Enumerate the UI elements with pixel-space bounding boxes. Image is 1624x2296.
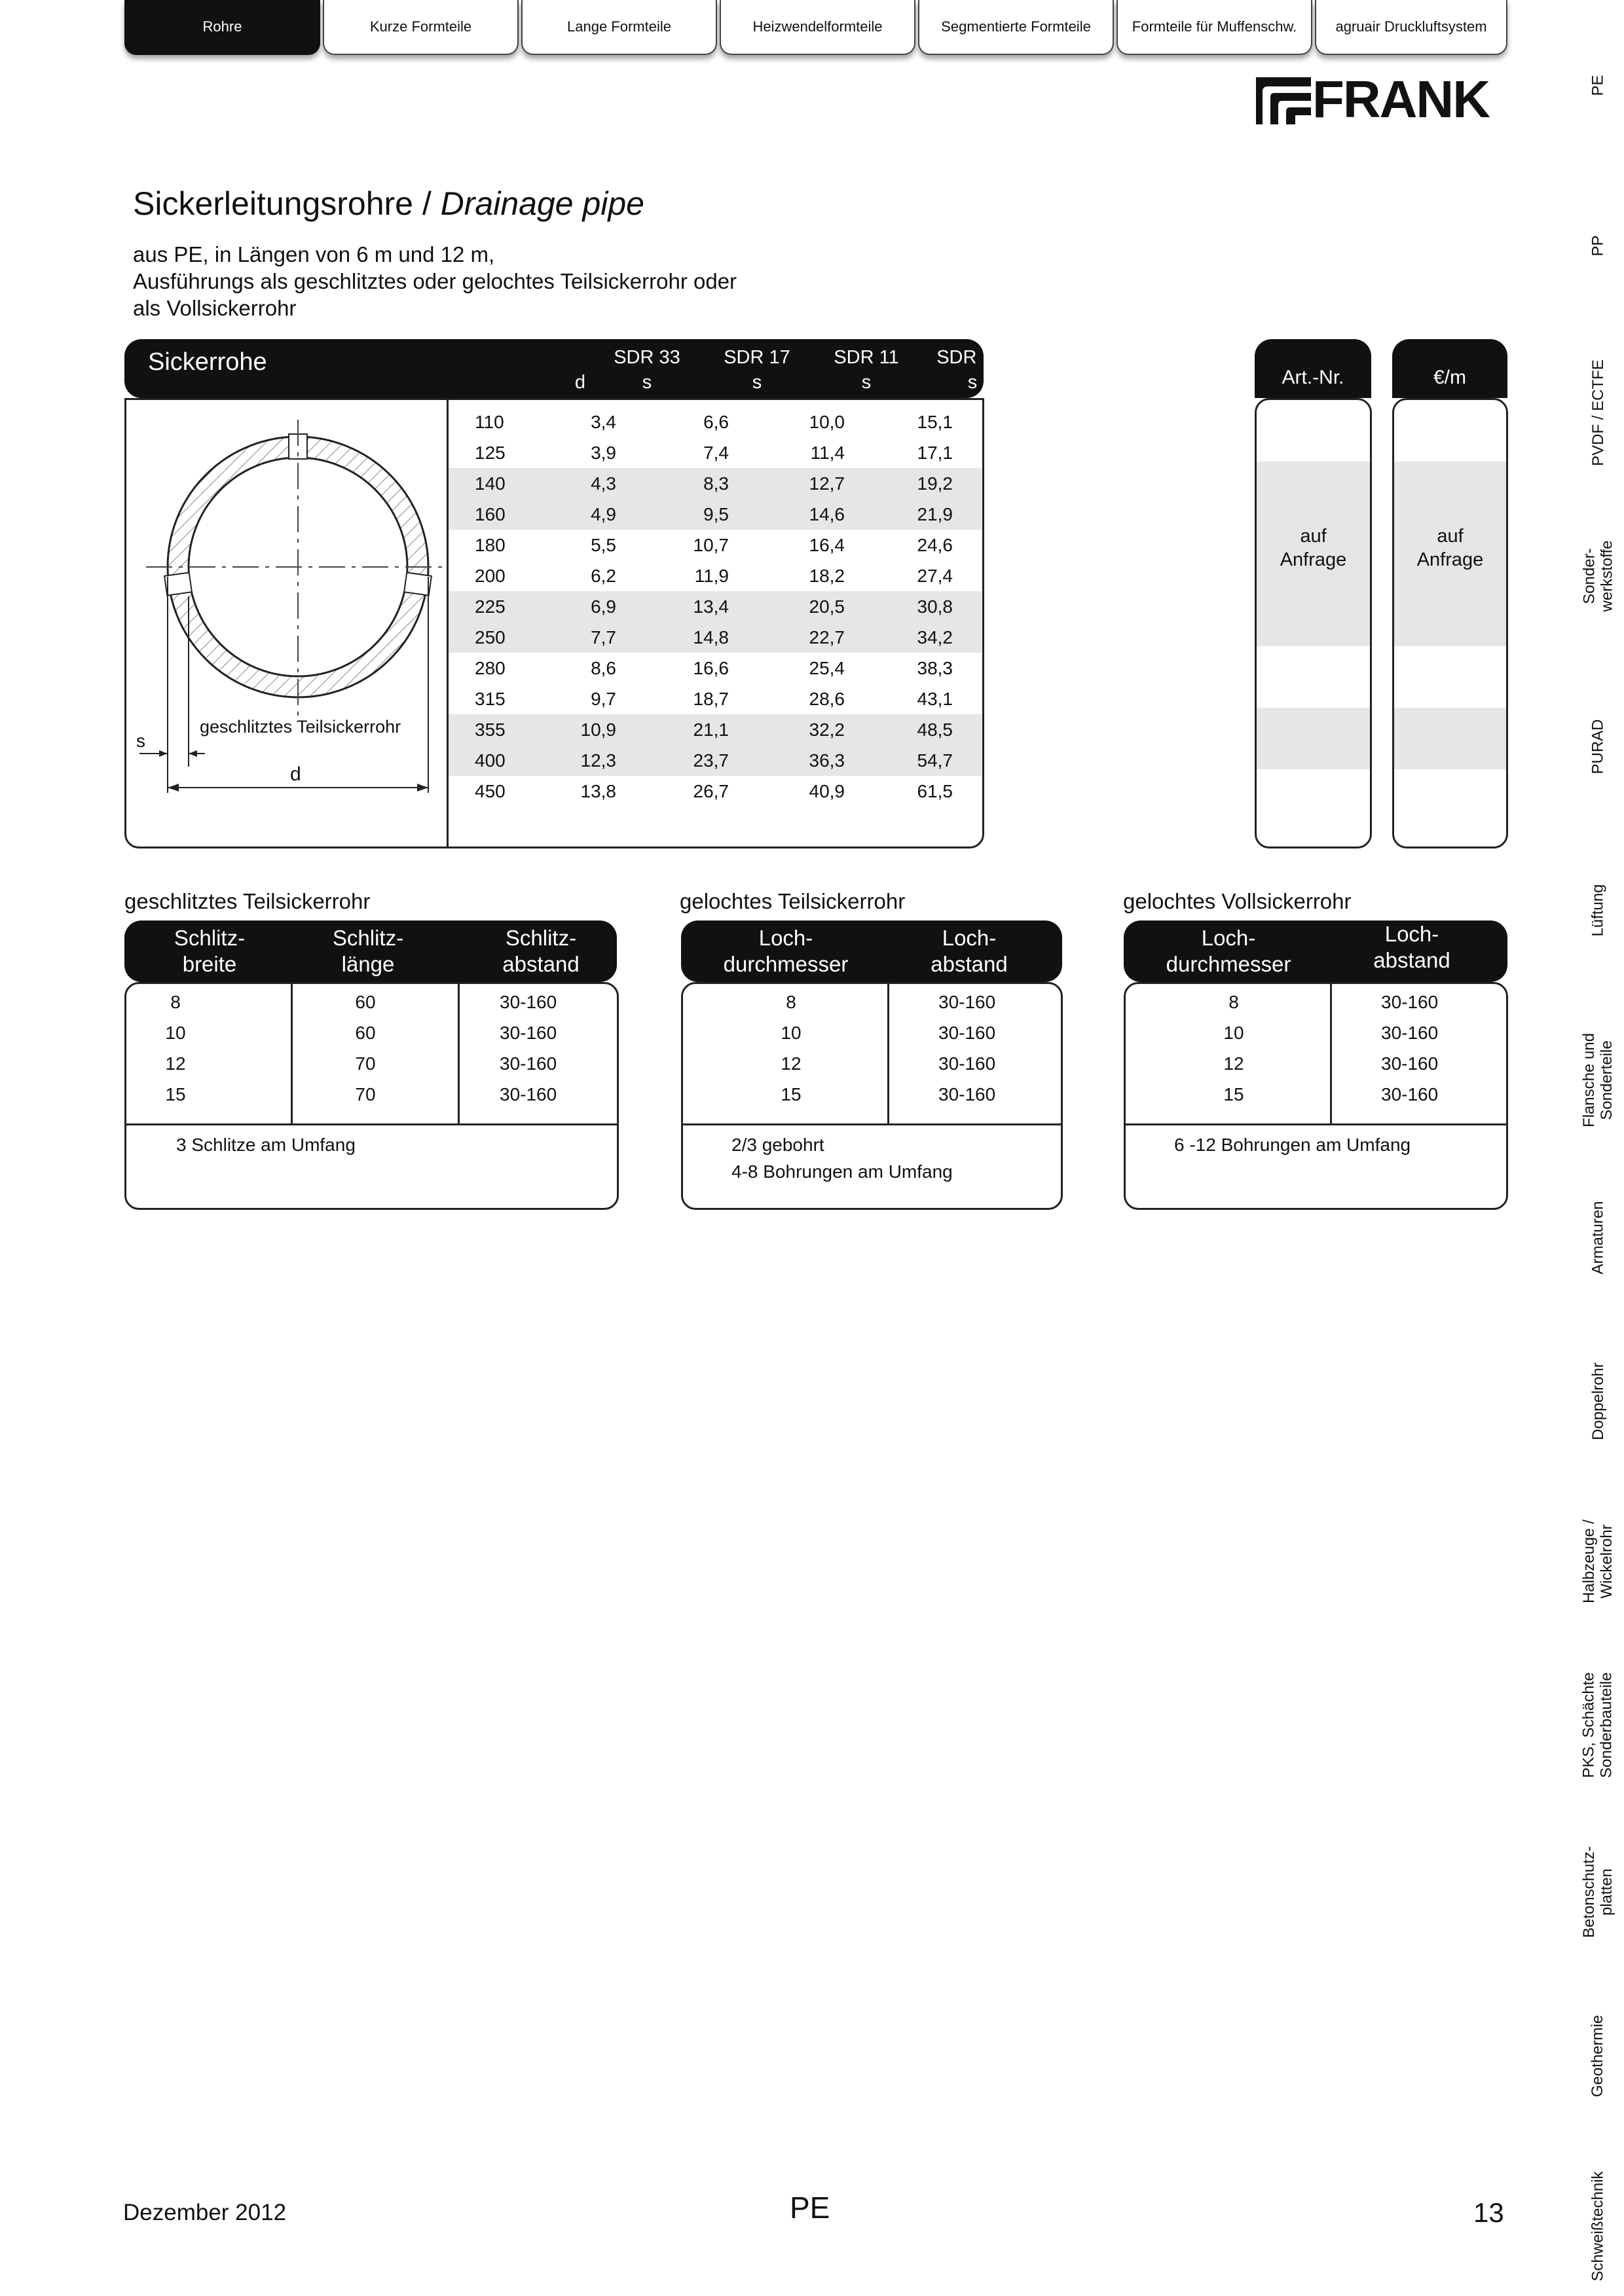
side-item-label: PVDF / ECTFE [1589,359,1607,466]
tab-segmentierte-formteile[interactable] [918,0,1114,55]
title-main: Sickerleitungsrohre / [133,185,441,222]
table-row [683,1079,1061,1110]
side-item-pvdf[interactable] [1572,354,1624,471]
header-line: länge [341,952,395,976]
table-cell: 8 [1228,992,1239,1012]
table-row [449,560,982,591]
table-cell: 60 [355,1023,376,1043]
table-cell: 60 [355,992,376,1012]
slotted-col-header [144,920,275,982]
title-italic: Drainage pipe [440,185,644,222]
cell-s: 38,3 [917,658,953,678]
header-line: abstand [1373,948,1450,972]
cell-s: 16,6 [693,658,729,678]
tab-kurze-formteile[interactable] [323,0,519,55]
art-nr-column [1255,398,1372,848]
tab-rohre[interactable] [124,0,320,55]
cell-s: 12,3 [580,750,616,771]
perforated-table-header [681,920,1062,982]
table-cell: 70 [355,1084,376,1104]
divider [1126,1123,1506,1125]
side-item-label: Sonder- werkstoffe [1580,540,1615,612]
table-row [449,653,982,683]
side-item-label: Schweißtechnik [1589,2170,1607,2282]
price-header [1392,339,1507,398]
header-line: abstand [502,952,580,976]
perforated-section-title: gelochtes Teilsickerrohr [680,889,906,913]
cell-s: 4,9 [591,504,616,524]
table-row [1126,987,1506,1017]
header-line: durchmesser [1166,952,1291,976]
col-header-s: s [861,372,872,393]
side-item-label: PE [1589,74,1607,96]
intro-line: aus PE, in Längen von 6 m und 12 m, [133,242,495,266]
perforated-note [731,1131,953,1185]
side-item-betonschutz[interactable] [1572,1833,1624,1951]
cell-s: 13,4 [693,596,729,617]
shade-band [1257,462,1370,523]
shade-band [1394,462,1506,523]
table-row [1126,1017,1506,1048]
table-cell: 12 [165,1053,186,1074]
cell-d: 400 [475,750,506,771]
cell-s: 40,9 [809,781,845,801]
divider [458,984,460,1123]
art-nr-label: Art.-Nr. [1282,367,1344,388]
table-row [449,745,982,776]
side-item-pks[interactable] [1572,1663,1624,1787]
cell-d: 140 [475,473,506,494]
frank-logo-mark-icon [1256,77,1311,124]
header-line: Loch- [942,926,997,950]
cell-d: 355 [475,720,506,740]
art-nr-header [1255,339,1371,398]
slotted-pipe-diagram [126,400,447,845]
cell-s: 30,8 [917,596,953,617]
side-item-label: Lüftung [1589,883,1607,937]
price-label: €/m [1433,367,1466,388]
cell-s: 27,4 [917,566,953,586]
header-line: Loch- [1384,922,1439,946]
note-line: 6 -12 Bohrungen am Umfang [1174,1135,1411,1155]
tab-label: Segmentierte Formteile [941,18,1091,35]
table-cell: 8 [786,992,796,1012]
divider [887,984,889,1123]
table-cell: 30-160 [1381,1084,1439,1104]
table-row [449,591,982,622]
table-cell: 10 [165,1023,186,1043]
divider [126,1123,617,1125]
cell-d: 110 [475,412,504,432]
intro-text [133,241,737,321]
cell-s: 14,8 [693,627,729,647]
col-header-sdr33: SDR 33 [614,347,680,368]
cell-s: 9,5 [703,504,729,524]
table-cell: 30-160 [938,1053,996,1074]
col-header-sdr74: SDR 7,4 [936,347,1008,368]
slotted-note [176,1131,356,1158]
table-cell: 12 [1223,1053,1244,1074]
table-row [449,622,982,653]
col-header-sdr11: SDR 11 [834,347,899,368]
tab-label: Rohre [202,18,242,35]
cell-s: 34,2 [917,627,953,647]
cell-d: 450 [475,781,506,801]
tab-agruair[interactable] [1315,0,1507,55]
cell-d: 125 [475,443,506,463]
table-row [449,468,982,499]
perforated-col-header [904,920,1035,982]
cell-s: 21,9 [917,504,953,524]
table-row [126,1079,617,1110]
side-item-armaturen[interactable] [1572,1185,1624,1290]
cell-s: 8,6 [591,658,616,678]
price-value [1394,524,1506,572]
diagram-caption: geschlitztes Teilsickerrohr [200,717,401,737]
full-table-body [1124,982,1508,1210]
cell-s: 11,9 [694,566,729,586]
table-row [449,437,982,468]
intro-line: Ausführungs als geschlitztes oder gelochtes Teilsickerrohr oder [133,269,737,293]
side-item-sonderwerkstoffe[interactable] [1572,524,1624,629]
side-item-lueftung[interactable] [1572,864,1624,956]
note-line: 3 Schlitze am Umfang [176,1135,356,1155]
slotted-table-header [124,920,617,982]
col-header-s: s [642,372,652,393]
shade-band [1257,708,1370,769]
cell-s: 11,4 [810,443,845,463]
frank-logo [1256,70,1507,128]
table-row [449,407,982,437]
side-item-label: PP [1589,234,1607,257]
tab-label: Lange Formteile [567,18,671,35]
cell-s: 20,5 [809,596,845,617]
cell-s: 26,7 [693,781,729,801]
header-line: Schlitz- [174,926,246,950]
main-table-label: Sickerrohe [148,348,267,376]
cell-s: 18,2 [809,566,845,586]
cell-d: 180 [475,535,506,555]
cell-s: 16,4 [809,535,845,555]
cell-s: 32,2 [809,720,845,740]
col-header-sdr17: SDR 17 [724,347,790,368]
table-cell: 30-160 [500,1053,557,1074]
note-line: 2/3 gebohrt [731,1135,824,1155]
tab-lange-formteile[interactable] [521,0,717,55]
cell-s: 7,7 [591,627,616,647]
cell-d: 200 [475,566,506,586]
table-cell: 30-160 [938,1084,996,1104]
cell-s: 3,4 [591,412,616,432]
cell-s: 10,7 [693,535,729,555]
table-cell: 15 [165,1084,186,1104]
price-value-line: Anfrage [1416,549,1484,570]
perforated-table-body [681,982,1063,1210]
table-cell: 10 [1223,1023,1244,1043]
cell-s: 15,1 [917,412,953,432]
full-col-header [1137,920,1320,982]
table-row [126,1017,617,1048]
tab-label: Heizwendelformteile [752,18,883,35]
table-row [449,776,982,807]
table-cell: 15 [1223,1084,1244,1104]
slotted-section-title: geschlitztes Teilsickerrohr [124,889,371,913]
cell-s: 28,6 [809,689,845,709]
header-line: breite [182,952,237,976]
cell-s: 13,8 [580,781,616,801]
footer-date: Dezember 2012 [123,2200,287,2225]
art-nr-value-line: auf [1300,526,1327,547]
full-section-title: gelochtes Vollsickerrohr [1123,889,1352,913]
cell-s: 5,5 [591,535,616,555]
cell-s: 3,9 [591,443,616,463]
cell-d: 160 [475,504,506,524]
col-header-s: s [967,372,978,393]
table-cell: 30-160 [938,992,996,1012]
cell-d: 225 [475,596,506,617]
header-line: Loch- [1201,926,1256,950]
tab-formteile-muffenschw[interactable] [1116,0,1312,55]
shade-band [1394,708,1506,769]
side-item-label: PKS, Schächte Sonderbauteile [1580,1672,1615,1778]
table-row [683,1017,1061,1048]
side-item-label: PURAD [1589,718,1607,774]
table-cell: 70 [355,1053,376,1074]
cell-s: 24,6 [917,535,953,555]
cell-s: 4,3 [591,473,616,494]
tab-label: Kurze Formteile [369,18,472,35]
cell-s: 23,7 [693,750,729,771]
table-row [126,1048,617,1079]
table-row [449,683,982,714]
table-cell: 30-160 [1381,1023,1439,1043]
cell-d: 315 [475,689,506,709]
cell-s: 10,0 [809,412,845,432]
footer-section: PE [790,2191,830,2225]
note-line: 4-8 Bohrungen am Umfang [731,1161,953,1182]
table-row [1126,1048,1506,1079]
cell-s: 14,6 [809,504,845,524]
cell-s: 7,4 [703,443,729,463]
diagram-d-label: d [290,763,301,785]
col-header-d: d [574,372,586,393]
logo-text: FRANK [1312,70,1489,128]
table-row [126,987,617,1017]
tab-label: agruair Druckluftsystem [1335,18,1487,35]
cell-s: 6,6 [703,412,729,432]
slotted-col-header [303,920,434,982]
full-col-header [1346,917,1477,978]
table-cell: 12 [781,1053,802,1074]
side-item-label: Geothermie [1589,2014,1607,2097]
side-item-halbzeuge[interactable] [1572,1506,1624,1617]
table-cell: 30-160 [1381,1053,1439,1074]
cell-s: 19,2 [917,473,953,494]
divider [447,400,449,847]
cell-s: 22,7 [809,627,845,647]
header-line: durchmesser [723,952,849,976]
cell-s: 61,5 [917,781,953,801]
side-item-label: Betonschutz- platten [1580,1846,1616,1939]
cell-s: 17,1 [917,443,953,463]
perforated-col-header [694,920,877,982]
shade-band [1394,585,1506,646]
table-row [449,530,982,560]
cell-s: 6,9 [591,596,616,617]
header-line: Schlitz- [505,926,577,950]
table-cell: 10 [781,1023,802,1043]
cell-s: 36,3 [809,750,845,771]
page-title [133,185,644,223]
side-item-pe[interactable] [1572,46,1624,124]
table-row [683,987,1061,1017]
top-tab-bar [124,0,1506,59]
main-table-header [124,339,1008,398]
table-row [1126,1079,1506,1110]
side-item-label: Flansche und Sonderteile [1580,1032,1615,1128]
table-row [449,714,982,745]
cell-s: 25,4 [809,658,845,678]
side-item-geothermie[interactable] [1572,2003,1624,2108]
table-cell: 30-160 [500,1023,557,1043]
side-item-purad[interactable] [1572,701,1624,792]
price-column [1392,398,1508,848]
table-cell: 8 [170,992,181,1012]
cell-s: 18,7 [693,689,729,709]
table-cell: 15 [781,1084,802,1104]
table-cell: 30-160 [500,1084,557,1104]
table-cell: 30-160 [938,1023,996,1043]
intro-line: als Vollsickerrohr [133,296,297,320]
side-item-label: Halbzeuge / Wickelrohr [1580,1519,1615,1604]
table-cell: 30-160 [1381,992,1439,1012]
cell-d: 250 [475,627,506,647]
slotted-table-body [124,982,619,1210]
cell-s: 54,7 [917,750,953,771]
header-line: abstand [931,952,1008,976]
divider [291,984,293,1123]
tab-heizwendelformteile[interactable] [720,0,915,55]
art-nr-value [1257,524,1370,572]
tab-label: Formteile für Muffenschw. [1132,18,1297,35]
side-item-doppelrohr[interactable] [1572,1349,1624,1453]
cell-s: 43,1 [917,689,953,709]
table-row [683,1048,1061,1079]
cell-s: 9,7 [591,689,616,709]
slotted-col-header [475,920,606,982]
side-item-label: Armaturen [1589,1200,1607,1275]
full-table-header [1124,920,1507,982]
full-note [1174,1131,1411,1158]
side-item-flansche[interactable] [1572,1021,1624,1139]
cell-s: 8,3 [703,473,729,494]
cell-s: 6,2 [591,566,616,586]
main-table-body [124,398,984,848]
cell-s: 21,1 [693,720,729,740]
col-header-s: s [752,372,762,393]
cell-s: 10,9 [580,720,616,740]
side-item-label: Doppelrohr [1589,1362,1607,1440]
footer-page-number: 13 [1473,2197,1504,2228]
header-line: Schlitz- [332,926,404,950]
side-item-pp[interactable] [1572,206,1624,285]
side-item-schweisstechnik[interactable] [1572,2167,1624,2285]
art-nr-value-line: Anfrage [1280,549,1347,570]
table-cell: 30-160 [500,992,557,1012]
shade-band [1257,585,1370,646]
header-line: Loch- [758,926,813,950]
cell-d: 280 [475,658,506,678]
diagram-s-label: s [136,731,145,751]
divider [1330,984,1332,1123]
table-row [449,499,982,530]
cell-s: 48,5 [917,720,953,740]
cell-s: 12,7 [809,473,845,494]
divider [683,1123,1061,1125]
price-value-line: auf [1437,526,1464,547]
